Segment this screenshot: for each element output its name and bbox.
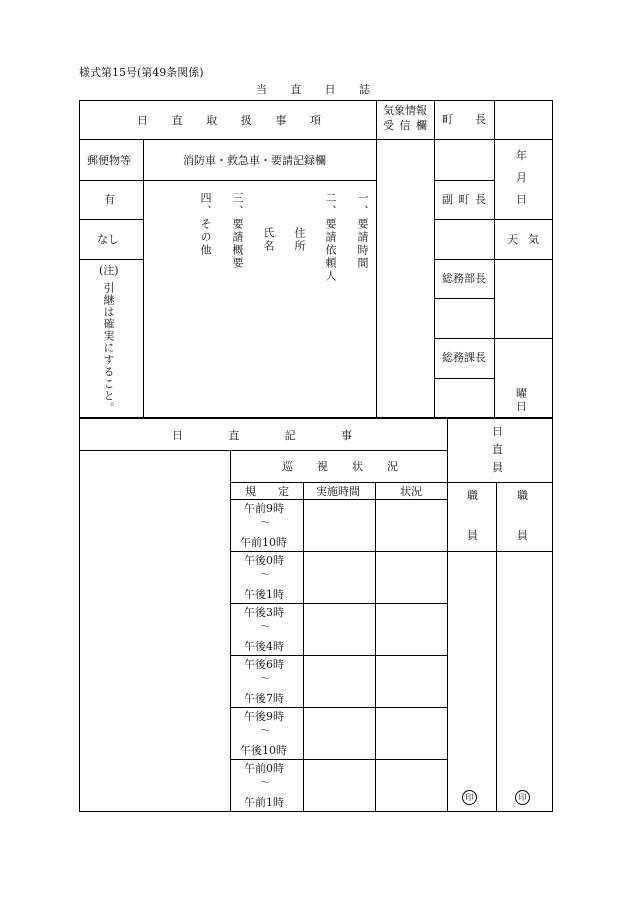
note-label: (注): [99, 264, 119, 277]
slot-wave: 〜: [260, 674, 270, 685]
day-label: 日: [516, 193, 527, 206]
vehicle-item-requester: 二、要請依頼人: [324, 192, 337, 283]
staff-col2-top: 職: [517, 489, 528, 502]
weather-info-label: 気象情報: [383, 104, 427, 117]
slot-from: 午後9時: [244, 710, 284, 723]
slot-to: 午後7時: [244, 692, 284, 705]
slot-to: 午前10時: [240, 536, 287, 549]
form-number-label: 様式第15号(第49条関係): [79, 66, 204, 79]
staff-col1-top: 職: [467, 489, 478, 502]
general-manager-label: 総務課長: [442, 351, 486, 364]
general-director-label: 総務部長: [442, 272, 486, 285]
vehicle-item-request-time: 一、要請時間: [356, 192, 369, 270]
col-time-header: 実施時間: [316, 485, 360, 498]
seal-stamp-icon: 印: [462, 790, 477, 805]
slot-from: 午前0時: [244, 762, 284, 775]
col-rule-header: 規 定: [245, 485, 289, 498]
slot-to: 午後10時: [240, 744, 287, 757]
slot-wave: 〜: [260, 570, 270, 581]
mail-yes: 有: [104, 193, 115, 206]
slot-from: 午後0時: [244, 554, 284, 567]
slot-from: 午後6時: [244, 658, 284, 671]
staff-col2-bottom: 員: [517, 529, 528, 542]
deputy-mayor-label: 副 町 長: [442, 193, 486, 206]
duty-staff-label-2: 直: [492, 443, 503, 456]
mail-header: 郵便物等: [87, 154, 131, 167]
vehicle-item-other: 四、その他: [199, 192, 212, 257]
vehicle-item-summary: 三、要請概要: [231, 192, 244, 270]
mayor-label: 町 長: [442, 113, 486, 126]
slot-wave: 〜: [260, 622, 270, 633]
vehicle-item-name: 氏名: [262, 227, 275, 253]
slot-wave: 〜: [260, 726, 270, 737]
duty-staff-label-1: 日: [492, 425, 503, 438]
duty-staff-label-3: 員: [492, 461, 503, 474]
weekday-label: 曜: [516, 387, 527, 400]
weather-receipt-label: 受 信 欄: [383, 119, 427, 132]
duty-diary-header: 日 直 記 事: [172, 429, 352, 442]
weather-label: 天 気: [507, 233, 539, 246]
slot-to: 午前1時: [244, 796, 284, 809]
slot-wave: 〜: [260, 518, 270, 529]
slot-from: 午前9時: [244, 502, 284, 515]
document-title: 当 直 日 誌: [256, 83, 370, 96]
slot-to: 午後1時: [244, 588, 284, 601]
month-label: 月: [516, 171, 527, 184]
patrol-status-header: 巡 視 状 況: [282, 460, 398, 473]
slot-wave: 〜: [260, 778, 270, 789]
seal-stamp-icon: 印: [515, 790, 530, 805]
weekday-day-label: 日: [516, 400, 527, 413]
note-text: 引継は確実にすること。: [102, 282, 115, 414]
staff-col1-bottom: 員: [467, 529, 478, 542]
year-label: 年: [516, 149, 527, 162]
vehicle-item-address: 住所: [293, 227, 306, 253]
slot-to: 午後4時: [244, 640, 284, 653]
mail-no: なし: [97, 233, 119, 246]
col-status-header: 状況: [400, 485, 422, 498]
vehicle-record-header: 消防車・救急車・要請記録欄: [183, 154, 326, 167]
slot-from: 午後3時: [244, 606, 284, 619]
duty-matters-header: 日 直 取 扱 事 項: [137, 114, 321, 127]
